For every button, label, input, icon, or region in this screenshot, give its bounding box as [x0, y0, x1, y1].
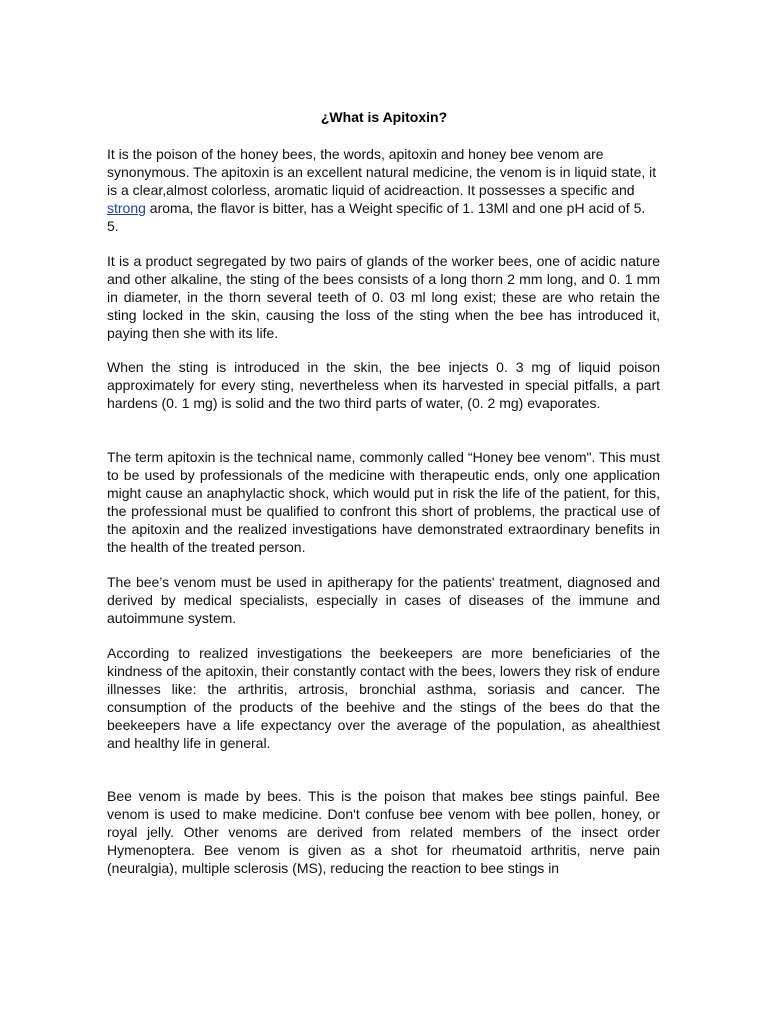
paragraph-glands: It is a product segregated by two pairs of glands of the worker bees, one of acidic nature and other alkaline, the sting of the bees consists of a long thorn 2 mm long, and 0. 1 mm in diameter, in the thorn several teeth of 0. 03 ml long exist; these are who retain the sting locked in the skin, causing the loss of the sting when the bee has introduced it, paying then she with its life.	[107, 253, 660, 341]
paragraph-definition-text-start: It is the poison of the honey bees, the words, apitoxin and honey bee venom are synonymous. The apitoxin is an excellent natural medicine, the venom is in liquid state, it is a clear,almost colorless, aromatic liquid of acidreaction. It possesses a specific and	[107, 146, 657, 198]
paragraph-technical-name: The term apitoxin is the technical name, commonly called “Honey bee venom". This must to be used by professionals of the medicine with therapeutic ends, only one application might cause an anaphylactic shock, which would put in risk the life of the patient, for this, the professional must be qualified to confront this short of problems, the practical use of the apitoxin and the realized investigations have demonstrated extraordinary benefits in the health of the treated person.	[107, 449, 660, 555]
paragraph-apitherapy: The bee’s venom must be used in apitherapy for the patients' treatment, diagnosed and derived by medical specialists, especially in cases of diseases of the immune and autoimmune system.	[107, 574, 660, 626]
paragraph-beekeepers: According to realized investigations the beekeepers are more beneficiaries of the kindness of the apitoxin, their constantly contact with the bees, lowers they risk of endure illnesses like: the arthritis, artrosis, bronchial asthma, soriasis and cancer. The consumption of the products of the beehive and the stings of the bees do that the beekeepers have a life expectancy over the average of the population, as ahealthiest and healthy life in general.	[107, 645, 660, 751]
strong-link[interactable]: strong	[107, 200, 146, 216]
paragraph-bee-venom-medicine: Bee venom is made by bees. This is the poison that makes bee stings painful. Bee venom is used to make medicine. Don't confuse bee venom with bee pollen, honey, or royal jelly. Other venoms are derived from related members of the insect order Hymenoptera. Bee venom is given as a shot for rheumatoid arthritis, nerve pain (neuralgia), multiple sclerosis (MS), reducing the reaction to bee stings in	[107, 788, 660, 876]
paragraph-sting-injection: When the sting is introduced in the skin, the bee injects 0. 3 mg of liquid poison approximately for every sting, nevertheless when its harvested in special pitfalls, a part hardens (0. 1 mg) is solid and the two third parts of water, (0. 2 mg) evaporates.	[107, 359, 660, 411]
paragraph-definition-text-end: aroma, the flavor is bitter, has a Weight specific of 1. 13Ml and one pH acid of 5. 5.	[107, 200, 646, 234]
document-title: ¿What is Apitoxin?	[320, 109, 448, 125]
paragraph-definition	[107, 145, 660, 235]
